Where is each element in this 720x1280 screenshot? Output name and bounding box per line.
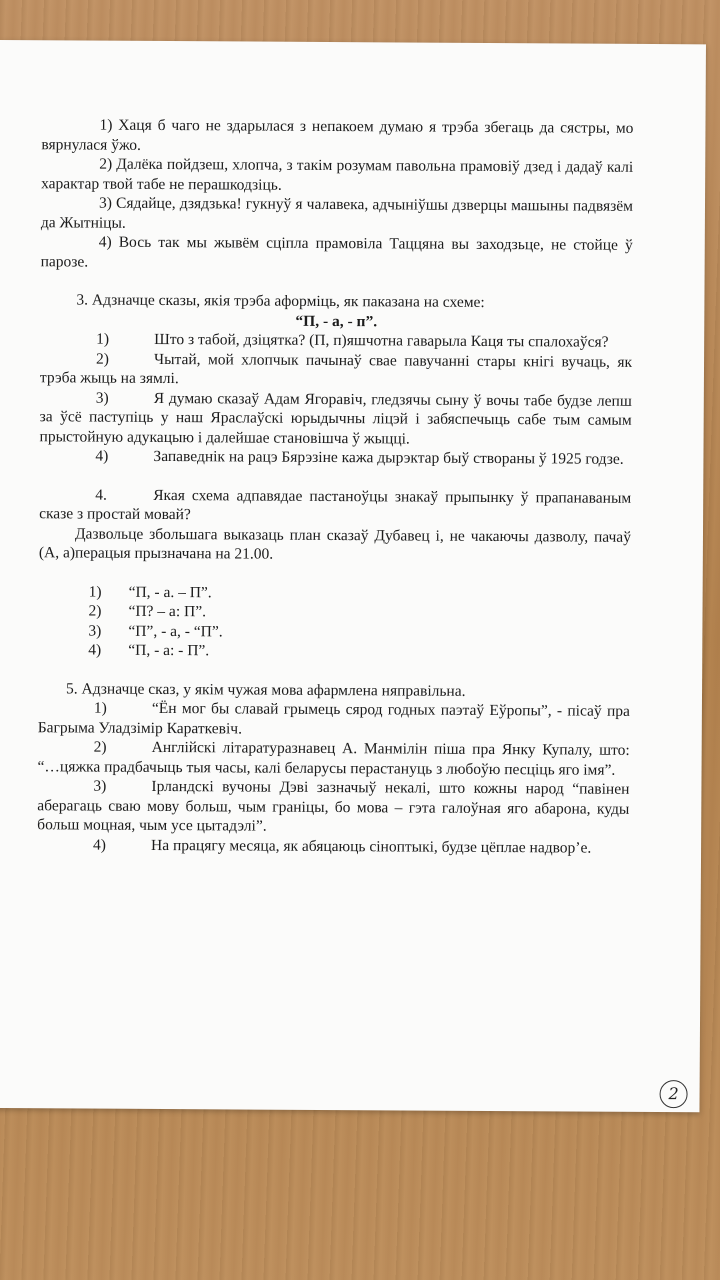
item-text: Ірландскі вучоны Дэві зазначыў некалі, што кожны народ “павінен аберагаць сваю мову больш, чым граніцы, бо мова – гэта галоўная яго абарона, куды больш моцная, чым усе цытадэлі”. [37,777,630,835]
task3-heading: 3. Адзначце сказы, якія трэба аформіць, як паказана на схеме: [76,291,485,311]
item-number: 2) [93,738,107,756]
item-text: На працягу месяца, як абяцаюць сіноптыкі, будзе цёплае надвор’е. [151,836,592,857]
task5-heading: 5. Адзначце сказ, у якім чужая мова афармлена няправільна. [65,679,466,700]
task3-scheme: “П, - а, - п”. [295,312,378,330]
block1-item-3: 3) Сядайце, дзядзька! гукнуў я чалавека, адчыніўшы дзверцы машыны падвязём да Жытніцы. [40,194,634,232]
document-page [0,40,706,1112]
task5-item-2 [38,737,630,780]
item-number: 1) [96,330,110,348]
item-number: 3) [95,389,109,407]
task5-item-3 [37,776,629,838]
item-text: “Ён мог бы славай грымець сярод годных паэтаў Еўропы”, - пісаў пра Багрыма Уладзімір Караткевіч. [37,699,630,737]
item-number: 4) [93,836,107,854]
task4-sentence: Дазвольце збольшага выказаць план сказаў Дубавец і, не чакаючы дазволу, пачаў (А, а)перацыя прызначана на 21.00. [38,524,632,563]
block1-item-4: 4) Вось так мы жывём сціпла прамовіла Таццяна вы заходзьце, не стойце ў парозе. [40,233,633,271]
item-number: 4) [95,447,109,465]
task4-option-2: 2) “П? – а: П”. [88,602,207,621]
block1-item-2: 2) Далёка пойдзеш, хлопча, з такім розумам павольна прамовіў дзед і дадаў калі характар твой табе не перашкодзіць. [41,155,634,194]
task4-option-4: 4) “П, - а: - П”. [88,641,210,660]
task4-option-1: 1) “П, - а. – П”. [88,583,212,601]
task3-item-3 [40,388,632,450]
item-text: Запаведнік на рацэ Бярэзіне кажа дырэктар быў створаны ў 1925 годзе. [153,447,624,468]
item-number: 1) [93,699,107,717]
task4-heading: 4. Якая схема адпавядае пастаноўцы знакаў прыпынку ў прапанаваным сказе з простай мовай? [39,486,632,524]
item-text: Англійскі літаратуразнавец А. Манмілін піша пра Янку Купалу, што: “…цяжка прадбачыць тыя часы, калі беларусы перастануць з любоўю песціць яго імя”. [37,738,630,779]
block1-item-1: 1) Хаця б чаго не здарылася з непакоем думаю я трэба збегаць да сястры, мо вярнулася ўжо. [41,116,634,154]
task5-item-4 [37,835,629,858]
document-content [37,115,634,858]
page-number: 2 [659,1080,687,1108]
item-text: Я думаю сказаў Адам Ягоравіч, гледзячы сыну ў вочы табе будзе лепш за ўсё паступіць у наш Яраслаўскі юрыдычны ліцэй і забяспечыць сабе тым самым прыстойную адукацыю і далейшае становішча ў жыцці. [39,389,632,448]
item-text: Чытай, мой хлопчык пачынаў свае павучанні стары кнігі вучаць, як трэба жыць на зямлі. [39,350,633,388]
item-number: 2) [96,350,110,368]
task3-item-2 [40,349,632,392]
task5-item-1 [38,698,630,741]
task4-option-3: 3) “П”, - а, - “П”. [88,622,223,640]
task-number: 4. [95,486,107,504]
item-text: Што з табой, дзіцятка? (П, п)яшчотна гаварыла Каця ты спалохаўся? [154,330,609,351]
task3-item-4 [39,446,631,469]
item-number: 3) [93,777,107,795]
